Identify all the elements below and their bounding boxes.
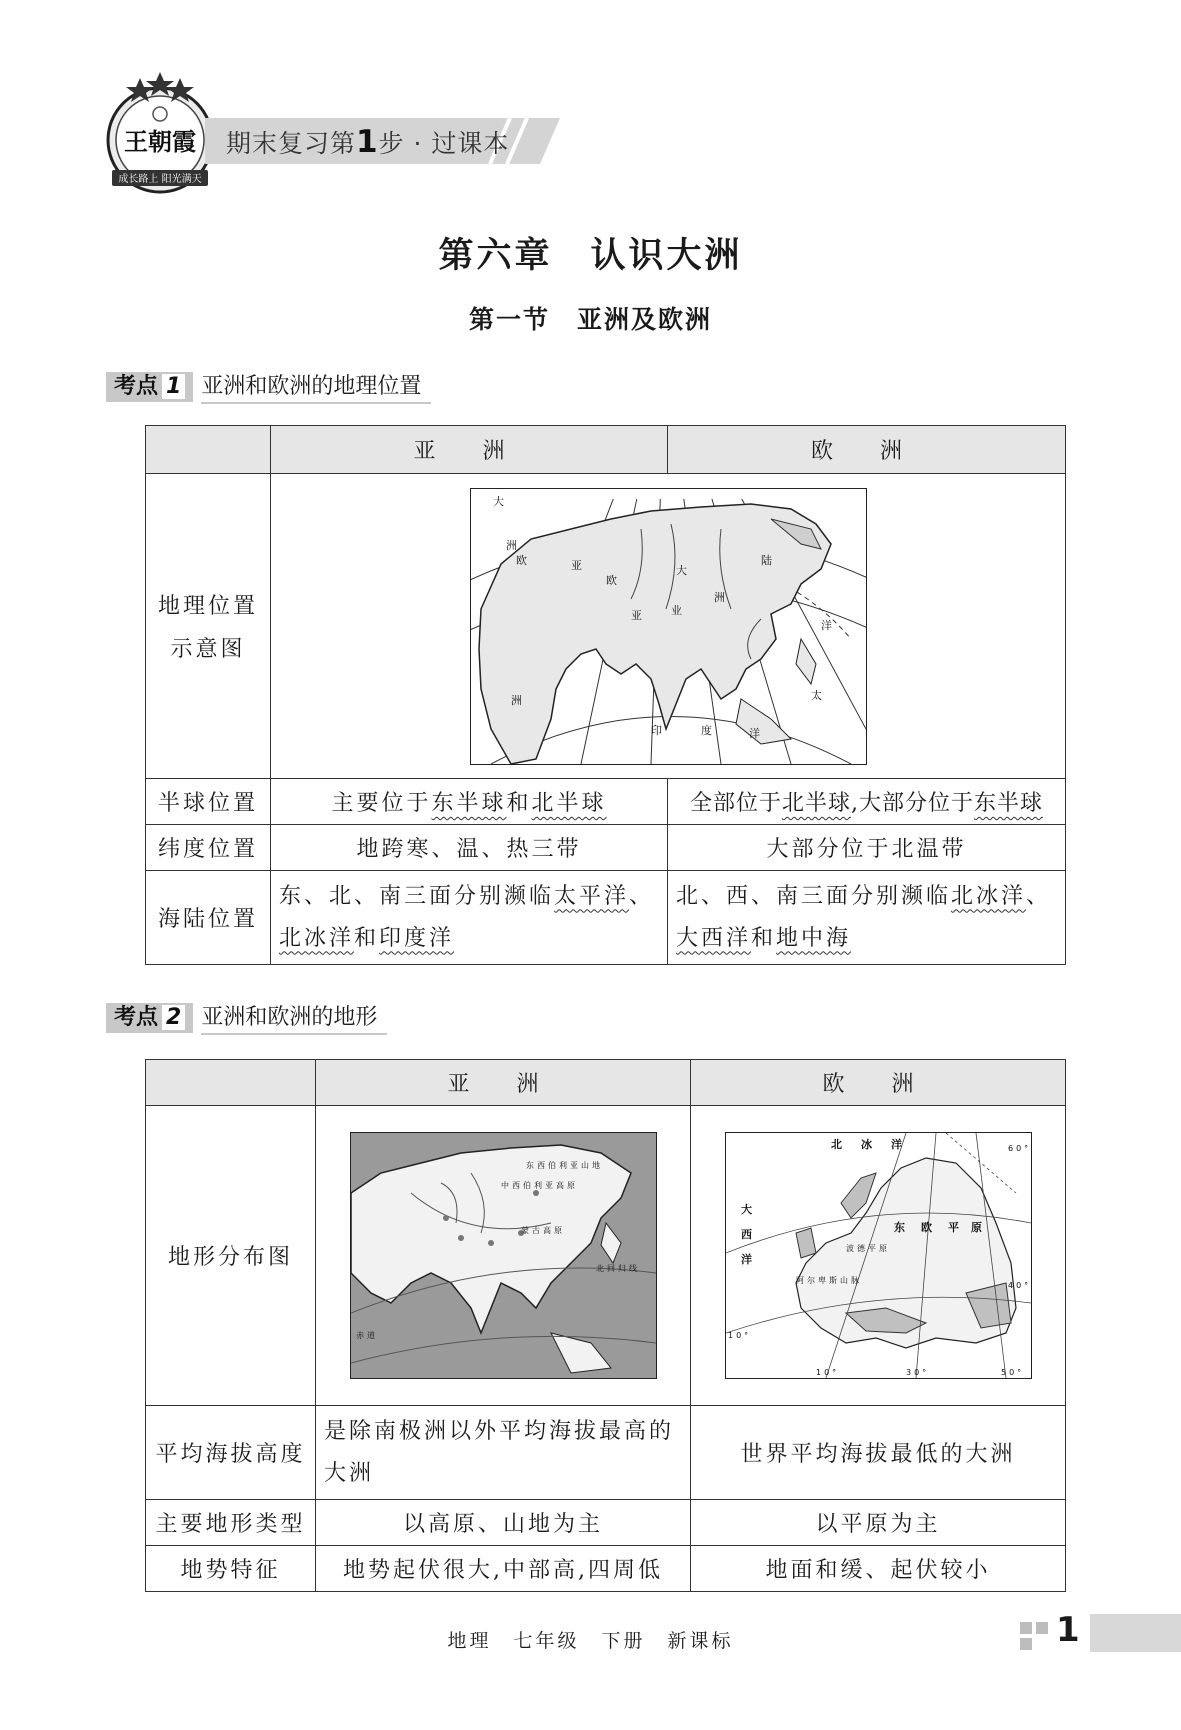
map-label: 原 bbox=[970, 1221, 985, 1234]
map-label: 大 bbox=[492, 494, 507, 508]
row-label: 纬度位置 bbox=[146, 825, 271, 871]
asia-terrain-map bbox=[350, 1132, 657, 1379]
page-number: 1 bbox=[1056, 1610, 1080, 1650]
cell-europe: 以平原为主 bbox=[691, 1500, 1066, 1546]
row-label: 地势特征 bbox=[146, 1546, 316, 1592]
map-label: 洋 bbox=[890, 1138, 905, 1151]
map-label: 欧 bbox=[515, 553, 530, 567]
map-label: 40° bbox=[1007, 1281, 1031, 1290]
cell-europe: 地面和缓、起伏较小 bbox=[691, 1546, 1066, 1592]
cell-asia: 以高原、山地为主 bbox=[316, 1500, 691, 1546]
cell-europe: 全部位于北半球,大部分位于东半球 bbox=[668, 779, 1066, 825]
europe-terrain-map-cell bbox=[691, 1106, 1066, 1406]
page-number-bar bbox=[1090, 1614, 1181, 1652]
location-map-cell bbox=[271, 474, 1066, 779]
row-label: 地形分布图 bbox=[146, 1106, 316, 1406]
map-label: 30° bbox=[905, 1368, 929, 1377]
map-label: 北 bbox=[830, 1138, 845, 1151]
kaodian-2-heading bbox=[106, 1003, 387, 1033]
map-label: 赤道 bbox=[355, 1331, 378, 1340]
cell-europe: 世界平均海拔最低的大洲 bbox=[691, 1406, 1066, 1500]
map-label: 亚 bbox=[630, 608, 645, 622]
col-europe: 欧 洲 bbox=[691, 1060, 1066, 1106]
chapter-title: 第六章 认识大洲 bbox=[438, 236, 743, 276]
map-label: 洋 bbox=[748, 726, 763, 740]
row-label: 地理位置 示意图 bbox=[146, 474, 271, 779]
footer-square bbox=[1036, 1622, 1048, 1634]
map-label: 太 bbox=[810, 688, 825, 702]
table-row bbox=[146, 1406, 1066, 1500]
cell-asia: 东、北、南三面分别濒临太平洋、北冰洋和印度洋 bbox=[271, 871, 668, 965]
map-label: 北回归线 bbox=[595, 1264, 640, 1273]
footer-square bbox=[1020, 1622, 1032, 1634]
cell-europe: 北、西、南三面分别濒临北冰洋、大西洋和地中海 bbox=[668, 871, 1066, 965]
table-row bbox=[146, 779, 1066, 825]
table-row bbox=[146, 825, 1066, 871]
row-label: 主要地形类型 bbox=[146, 1500, 316, 1546]
map-label: 阿尔卑斯山脉 bbox=[795, 1276, 862, 1285]
footer-text: 地理 七年级 下册 新课标 bbox=[447, 1630, 734, 1652]
cell-asia: 主要位于东半球和北半球 bbox=[271, 779, 668, 825]
map-label: 欧 bbox=[920, 1221, 935, 1234]
map-label: 洲 bbox=[713, 590, 728, 604]
table-row bbox=[146, 871, 1066, 965]
map-label: 西 bbox=[740, 1228, 755, 1241]
map-label: 10° bbox=[727, 1331, 751, 1340]
map-label: 洋 bbox=[820, 618, 835, 632]
col-europe: 欧 洲 bbox=[668, 426, 1066, 474]
col-asia: 亚 洲 bbox=[316, 1060, 691, 1106]
footer-square bbox=[1020, 1638, 1032, 1650]
terrain-table bbox=[145, 1059, 1066, 1592]
map-label: 陆 bbox=[760, 553, 775, 567]
kaodian-title: 亚洲和欧洲的地理位置 bbox=[201, 372, 431, 404]
row-label: 海陆位置 bbox=[146, 871, 271, 965]
map-label: 50° bbox=[1000, 1368, 1024, 1377]
map-label: 东西伯利亚山地 bbox=[525, 1161, 603, 1170]
banner-title: 期末复习第1步 · 过课本 bbox=[226, 124, 510, 160]
map-label: 欧 bbox=[605, 573, 620, 587]
map-label: 蒙古高原 bbox=[520, 1226, 565, 1235]
europe-terrain-map bbox=[725, 1132, 1032, 1379]
map-label: 大 bbox=[740, 1203, 755, 1216]
logo-slogan: 成长路上 阳光满天 bbox=[118, 174, 202, 185]
map-label: 洲 bbox=[505, 538, 520, 552]
table-row bbox=[146, 1106, 1066, 1406]
map-label: 平 bbox=[947, 1221, 962, 1234]
map-label: 冰 bbox=[860, 1138, 875, 1151]
corner-cell bbox=[146, 1060, 316, 1106]
brand-logo bbox=[100, 70, 220, 210]
cell-europe: 大部分位于北温带 bbox=[668, 825, 1066, 871]
map-label: 度 bbox=[700, 723, 715, 737]
map-label: 波德平原 bbox=[845, 1244, 890, 1253]
table-header-row bbox=[146, 426, 1066, 474]
cell-asia: 是除南极洲以外平均海拔最高的大洲 bbox=[316, 1406, 691, 1500]
map-label: 10° bbox=[815, 1368, 839, 1377]
map-label: 中西伯利亚高原 bbox=[500, 1181, 578, 1190]
map-label: 洲 bbox=[510, 693, 525, 707]
location-map bbox=[470, 488, 867, 765]
asia-terrain-map-cell bbox=[316, 1106, 691, 1406]
map-label: 大 bbox=[675, 563, 690, 577]
map-label: 洋 bbox=[740, 1253, 755, 1266]
map-label: 业 bbox=[670, 603, 685, 617]
kaodian-tag: 考点 2 bbox=[106, 1003, 193, 1033]
map-label: 东 bbox=[893, 1221, 908, 1234]
location-table bbox=[145, 425, 1066, 965]
corner-cell bbox=[146, 426, 271, 474]
section-title: 第一节 亚洲及欧洲 bbox=[468, 305, 712, 334]
map-label: 60° bbox=[1007, 1144, 1031, 1153]
kaodian-tag: 考点 1 bbox=[106, 372, 193, 402]
kaodian-title: 亚洲和欧洲的地形 bbox=[201, 1003, 387, 1035]
table-header-row bbox=[146, 1060, 1066, 1106]
cell-asia: 地势起伏很大,中部高,四周低 bbox=[316, 1546, 691, 1592]
cell-asia: 地跨寒、温、热三带 bbox=[271, 825, 668, 871]
kaodian-1-heading bbox=[106, 372, 431, 402]
logo-name: 王朝霞 bbox=[124, 127, 196, 156]
row-label: 半球位置 bbox=[146, 779, 271, 825]
map-label: 印 bbox=[650, 723, 665, 737]
table-row bbox=[146, 474, 1066, 779]
table-row bbox=[146, 1546, 1066, 1592]
row-label: 平均海拔高度 bbox=[146, 1406, 316, 1500]
table-row bbox=[146, 1500, 1066, 1546]
map-label: 亚 bbox=[570, 558, 585, 572]
col-asia: 亚 洲 bbox=[271, 426, 668, 474]
